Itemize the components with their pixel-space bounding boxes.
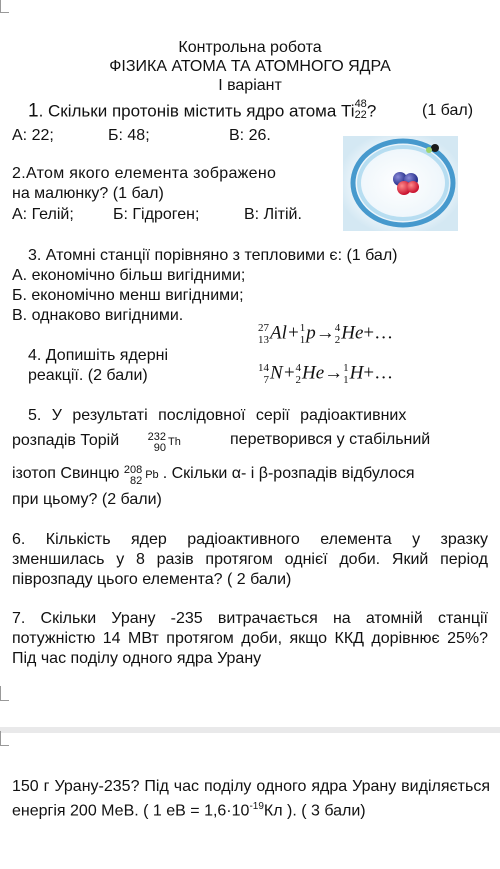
reaction-1: 27 13 Al+ 1 1 p→ 4 2 He+… <box>258 322 394 346</box>
question-7-continued: 150 г Урану-235? Під час поділу одного ядра Урану виділяється енергія 200 МеВ. ( 1 еВ = $1,6\cdot 10^{-19}Кл$ ). ( 3 бали) <box>12 778 490 820</box>
q3-option-c: В. однаково вигідними. <box>12 307 184 324</box>
header-subject: ФІЗИКА АТОМА ТА АТОМНОГО ЯДРА <box>109 58 391 75</box>
page-corner-mark <box>0 0 9 13</box>
question-5-line2: розпадів Торій 232 90 Th <box>12 431 181 454</box>
page-corner-mark <box>0 731 9 746</box>
arrow-icon: → <box>315 322 335 344</box>
question-5-line2-end: перетворився у стабільний <box>230 431 431 448</box>
electron-icon <box>431 144 439 152</box>
thorium-nuclide: 232 90 <box>147 431 166 454</box>
q3-option-a: А. економічно більш вигідними; <box>12 267 246 284</box>
question-5-line4: при цьому? (2 бали) <box>12 491 162 508</box>
question-1-qmark: ? <box>366 101 377 121</box>
question-2-line2: на малюнку? (1 бал) <box>12 185 164 202</box>
atom-illustration <box>343 136 458 231</box>
question-5-line3: ізотоп Свинцю 208 82 Pb . Скільки α- і β-розпадів відбулося <box>12 464 415 487</box>
arrow-icon: → <box>324 362 344 384</box>
reaction-2: 14 7 N+ 4 2 He→ 1 1 H+… <box>258 362 394 386</box>
q1-option-a: А: 22; <box>12 127 54 144</box>
worksheet-page-2 <box>0 733 500 869</box>
question-4-line1: 4. Допишіть ядерні <box>28 347 168 364</box>
lead-nuclide: 208 82 <box>123 464 143 487</box>
q2-option-c: В: Літій. <box>244 206 302 223</box>
q1-option-b: Б: 48; <box>108 127 150 144</box>
question-1-points: (1 бал) <box>422 102 474 119</box>
ti-nuclide-numbers: 48 22 <box>354 98 367 121</box>
q2-option-b: Б: Гідроген; <box>113 206 200 223</box>
question-1-text: . Скільки протонів містить ядро атома Ti <box>38 101 355 121</box>
question-1-number: 1 <box>28 100 39 122</box>
question-7: 7. Скільки Урану -235 витрачається на атомній станції потужністю 14 МВт протягом доби, якщо ККД дорівнює 25%? Під час поділу одного ядра Урану <box>12 610 488 667</box>
question-6: 6. Кількість ядер радіоактивного елемента у зразку зменшилась у 8 разів протягом однієї доби. Який період піврозпаду цього елемента? ( 2 бали) <box>12 531 488 588</box>
q2-option-a: А: Гелій; <box>12 206 74 223</box>
header-title: Контрольна робота <box>178 39 322 56</box>
page-corner-mark <box>0 686 9 701</box>
proton-icon <box>407 181 419 193</box>
question-3: 3. Атомні станції порівняно з тепловими є: (1 бал) <box>28 247 398 264</box>
question-5-line1: 5. У результаті послідовної серії радіоактивних <box>28 407 407 424</box>
question-1 <box>28 98 377 123</box>
q3-option-b: Б. економічно менш вигідними; <box>12 287 244 304</box>
header-variant: І варіант <box>218 77 282 94</box>
question-2-line1: 2.Атом якого елемента зображено <box>12 165 277 182</box>
question-4-line2: реакції. (2 бали) <box>28 367 148 384</box>
q1-option-c: В: 26. <box>229 127 271 144</box>
